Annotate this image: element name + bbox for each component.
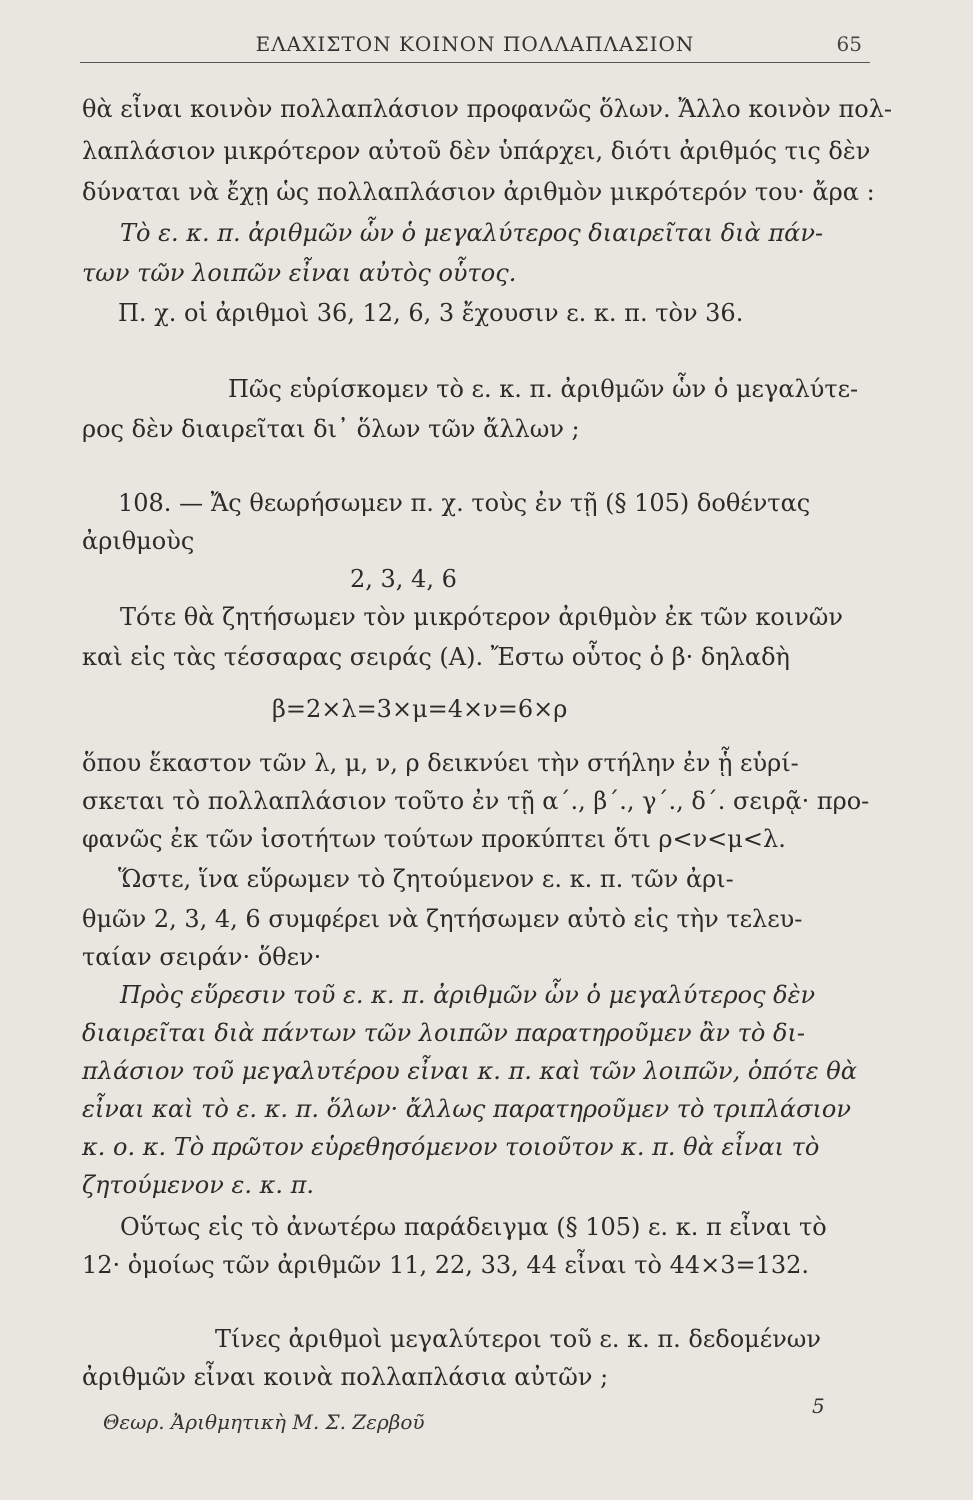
sheet-number: 5 (812, 1394, 825, 1418)
running-header (80, 26, 870, 63)
text-line: σκεται τὸ πολλαπλάσιον τοῦτο ἐν τῇ α΄., β΄., γ΄., δ΄. σειρᾷ· προ- (82, 787, 870, 815)
numbers-line: 2, 3, 4, 6 (350, 565, 457, 593)
question-line: ρος δὲν διαιρεῖται δι᾽ ὅλων τῶν ἄλλων ; (82, 415, 580, 443)
text-line: δύναται νὰ ἔχῃ ὡς πολλαπλάσιον ἀριθμὸν μικρότερόν του· ἄρα : (82, 178, 875, 206)
equation-line: β=2×λ=3×μ=4×ν=6×ρ (272, 695, 568, 723)
rule-line: των τῶν λοιπῶν εἶναι αὐτὸς οὗτος. (82, 259, 517, 287)
rule-line: ζητούμενον ε. κ. π. (82, 1171, 314, 1199)
text-line: φανῶς ἐκ τῶν ἰσοτήτων τούτων προκύπτει ὅτι ρ<ν<μ<λ. (82, 825, 786, 853)
text-line: θμῶν 2, 3, 4, 6 συμφέρει νὰ ζητήσωμεν αὐτὸ εἰς τὴν τελευ- (82, 905, 803, 933)
question-line: Τίνες ἀριθμοὶ μεγαλύτεροι τοῦ ε. κ. π. δεδομένων (215, 1325, 821, 1353)
signature-mark: Θεωρ. Ἀριθμητικὴ Μ. Σ. Ζερβοῦ (103, 1410, 425, 1434)
text-line: 12· ὁμοίως τῶν ἀριθμῶν 11, 22, 33, 44 εἶναι τὸ 44×3=132. (82, 1251, 810, 1279)
text-line: λαπλάσιον μικρότερον αὐτοῦ δὲν ὑπάρχει, διότι ἀριθμός τις δὲν (82, 137, 871, 165)
rule-line: κ. ο. κ. Τὸ πρῶτον εὑρεθησόμενον τοιοῦτον κ. π. θὰ εἶναι τὸ (82, 1133, 820, 1161)
text-line: ὅπου ἕκαστον τῶν λ, μ, ν, ρ δεικνύει τὴν στήλην ἐν ᾗ εὑρί- (82, 749, 799, 777)
page-number: 65 (836, 32, 862, 56)
rule-line: Πρὸς εὕρεσιν τοῦ ε. κ. π. ἀριθμῶν ὧν ὁ μεγαλύτερος δὲν (120, 981, 816, 1009)
text-line: ἀριθμοὺς (82, 527, 195, 555)
section-start-line: 108. — Ἄς θεωρήσωμεν π. χ. τοὺς ἐν τῇ (§ 105) δοθέντας (118, 489, 811, 517)
question-line: ἀριθμῶν εἶναι κοινὰ πολλαπλάσια αὐτῶν ; (82, 1363, 609, 1391)
rule-line: διαιρεῖται διὰ πάντων τῶν λοιπῶν παρατηροῦμεν ἂν τὸ δι- (82, 1019, 805, 1047)
text-line: θὰ εἶναι κοινὸν πολλαπλάσιον προφανῶς ὅλων. Ἄλλο κοινὸν πολ- (82, 95, 893, 123)
example-line: Π. χ. οἱ ἀριθμοὶ 36, 12, 6, 3 ἔχουσιν ε. κ. π. τὸν 36. (118, 299, 744, 327)
page-title: ΕΛΑΧΙΣΤΟΝ ΚΟΙΝΟΝ ΠΟΛΛΑΠΛΑΣΙΟΝ (255, 32, 695, 56)
text-line: καὶ εἰς τὰς τέσσαρας σειράς (Α). Ἔστω οὗτος ὁ β· δηλαδὴ (82, 643, 790, 671)
text-line: ταίαν σειράν· ὅθεν· (82, 943, 322, 971)
rule-line: Τὸ ε. κ. π. ἀριθμῶν ὧν ὁ μεγαλύτερος διαιρεῖται διὰ πάν- (120, 219, 824, 247)
rule-line: εἶναι καὶ τὸ ε. κ. π. ὅλων· ἄλλως παρατηροῦμεν τὸ τριπλάσιον (82, 1095, 851, 1123)
text-line: Τότε θὰ ζητήσωμεν τὸν μικρότερον ἀριθμὸν ἐκ τῶν κοινῶν (120, 603, 843, 631)
question-line: Πῶς εὑρίσκομεν τὸ ε. κ. π. ἀριθμῶν ὧν ὁ μεγαλύτε- (228, 375, 859, 403)
rule-line: πλάσιον τοῦ μεγαλυτέρου εἶναι κ. π. καὶ τῶν λοιπῶν, ὁπότε θὰ (82, 1057, 857, 1085)
text-line: Ὥστε, ἵνα εὕρωμεν τὸ ζητούμενον ε. κ. π. τῶν ἀρι- (118, 865, 734, 893)
text-line: Οὕτως εἰς τὸ ἀνωτέρω παράδειγμα (§ 105) ε. κ. π εἶναι τὸ (120, 1213, 827, 1241)
